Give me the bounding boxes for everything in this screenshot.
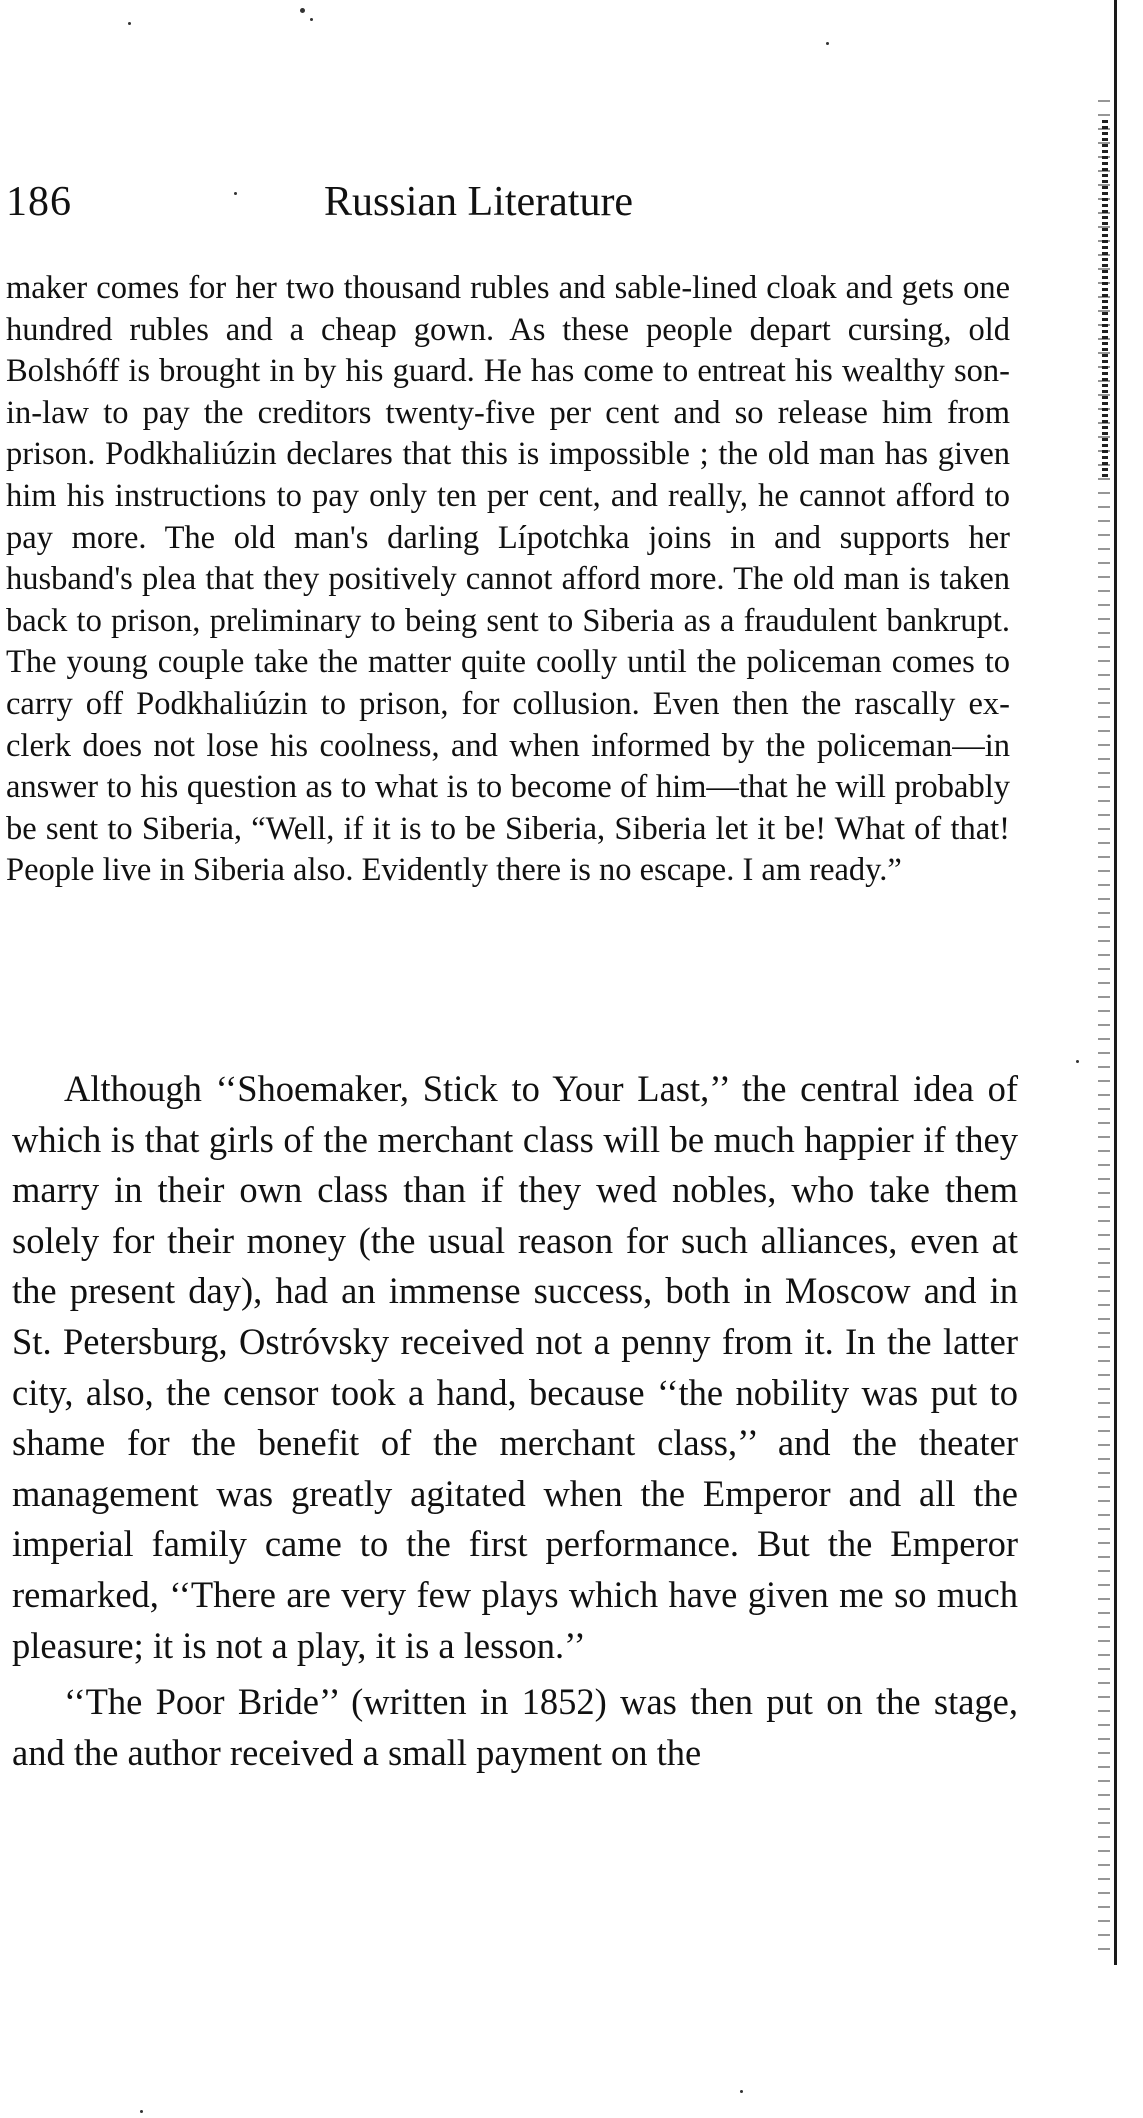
binding-edge-marks-dense (1102, 120, 1108, 480)
page-header (6, 178, 1016, 234)
scan-speck (300, 8, 305, 13)
scan-speck (826, 42, 829, 45)
body-text-continuation (6, 268, 1010, 892)
running-head: Russian Literature (324, 179, 634, 225)
scan-speck (140, 2110, 143, 2113)
scan-speck (1076, 1060, 1079, 1063)
body-text-main (12, 1064, 1018, 1778)
scan-speck (234, 192, 237, 195)
page-number: 186 (6, 179, 72, 225)
scan-speck (740, 2090, 743, 2093)
scan-speck (310, 18, 313, 21)
paragraph: Although ‘‘Shoemaker, Stick to Your Last,’’ the central idea of which is that girls of the merchant class will be much happier if they marry in their own class than if they wed nobles, who take them solely for their money (the usual reason for such alliances, even at the present day), had an immense success, both in Moscow and in St. Petersburg, Ostróvsky received not a penny from it. In the latter city, also, the censor took a hand, because ‘‘the nobility was put to shame for the benefit of the merchant class,’’ and the theater management was greatly agitated when the Emperor and all the imperial family came to the first performance. But the Emperor remarked, ‘‘There are very few plays which have given me so much pleasure; it is not a play, it is a lesson.’’ (12, 1068, 1018, 1666)
paragraph: maker comes for her two thousand rubles and sable-lined cloak and gets one hundred rubles and a cheap gown. As these people depart cursing, old Bolshóff is brought in by his guard. He has come to entreat his wealthy son-in-law to pay the creditors twenty-five per cent and so release him from prison. Podkhaliúzin declares that this is impossible ; the old man has given him his instructions to pay only ten per cent, and really, he cannot afford to pay more. The old man's darling Lípotchka joins in and supports her husband's plea that they positively cannot afford more. The old man is taken back to prison, preliminary to being sent to Siberia as a fraudulent bankrupt. The young couple take the matter quite coolly until the policeman comes to carry off Podkhaliúzin to prison, for collusion. Even then the rascally ex-clerk does not lose his coolness, and when informed by the policeman—in answer to his question as to what is to become of him—that he will probably be sent to Siberia, “Well, if it is to be Siberia, Siberia let it be! What of that! People live in Siberia also. Evidently there is no escape. I am ready.” (6, 270, 1010, 889)
scan-speck (128, 22, 131, 25)
binding-edge-line (1114, 0, 1117, 1965)
paragraph: ‘‘The Poor Bride’’ (written in 1852) was then put on the stage, and the author received a small payment on the (12, 1681, 1018, 1773)
